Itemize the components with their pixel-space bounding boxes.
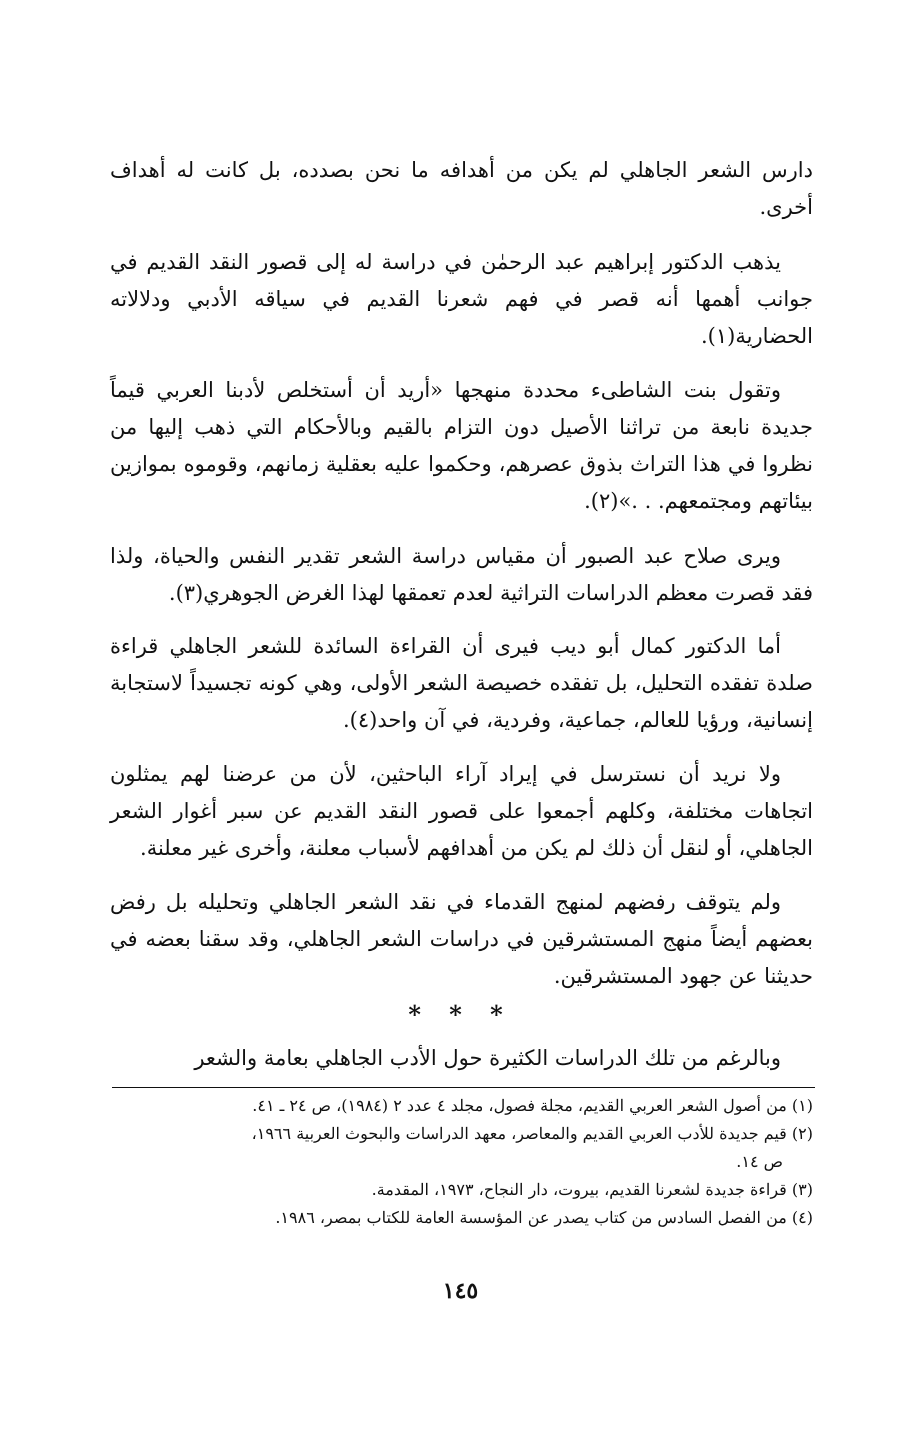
- footnote-4: (٤) من الفصل السادس من كتاب يصدر عن المؤسسة العامة للكتاب بمصر، ١٩٨٦.: [275, 1208, 813, 1227]
- footnotes: [110, 1092, 813, 1232]
- paragraph-2: يذهب الدكتور إبراهيم عبد الرحمٰن في دراسة له إلى قصور النقد القديم في جوانب أهمها أنه قصر في فهم شعرنا القديم في سياقه الأدبي ودلالاته الحضارية(١).: [110, 250, 813, 348]
- footnote-2-continuation: ص ١٤.: [736, 1152, 783, 1171]
- paragraph-8: وبالرغم من تلك الدراسات الكثيرة حول الأدب الجاهلي بعامة والشعر: [194, 1046, 781, 1070]
- paragraph-7: ولم يتوقف رفضهم لمنهج القدماء في نقد الشعر الجاهلي وتحليله بل رفض بعضهم أيضاً منهج المستشرقين في دراسات الشعر الجاهلي، وقد سقنا بعضه في حديثنا عن جهود المستشرقين.: [110, 890, 813, 988]
- paragraph-6: ولا نريد أن نسترسل في إيراد آراء الباحثين، لأن من عرضنا لهم يمثلون اتجاهات مختلفة، وكلهم أجمعوا على قصور النقد القديم عن سبر أغوار الشعر الجاهلي، أو لنقل أن ذلك لم يكن من أهدافهم لأسباب معلنة، وأخرى غير معلنة.: [110, 762, 813, 860]
- footnote-3: (٣) قراءة جديدة لشعرنا القديم، بيروت، دار النجاح، ١٩٧٣، المقدمة.: [371, 1180, 813, 1199]
- section-separator: * * *: [408, 1000, 513, 1029]
- footnote-divider: [112, 1087, 815, 1088]
- paragraph-1: دارس الشعر الجاهلي لم يكن من أهدافه ما نحن بصدده، بل كانت له أهداف أخرى.: [110, 158, 813, 219]
- paragraph-3: وتقول بنت الشاطىء محددة منهجها «أريد أن أستخلص لأدبنا العربي قيماً جديدة نابعة من تراثنا الأصيل دون التزام بالقيم وبالأحكام التي ذهب إليها من نظروا في هذا التراث بذوق عصرهم، وحكموا عليه بعقلية زمانهم، وقوموه بموازين بيئاتهم ومجتمعهم. . .»(٢).: [110, 378, 813, 513]
- paragraph-4: ويرى صلاح عبد الصبور أن مقياس دراسة الشعر تقدير النفس والحياة، ولذا فقد قصرت معظم الدراسات التراثية لعدم تعمقها لهذا الغرض الجوهري(٣).: [110, 544, 813, 605]
- page-number: ١٤٥: [442, 1278, 479, 1304]
- footnote-1: (١) من أصول الشعر العربي القديم، مجلة فصول، مجلد ٤ عدد ٢ (١٩٨٤)، ص ٢٤ ـ ٤١.: [252, 1096, 813, 1115]
- paragraph-5: أما الدكتور كمال أبو ديب فيرى أن القراءة السائدة للشعر الجاهلي قراءة صلدة تفقده التحليل، بل تفقده خصيصة الشعر الأولى، وهي كونه تجسيداً لاستجابة إنسانية، ورؤيا للعالم، جماعية، وفردية، في آن واحد(٤).: [110, 634, 813, 732]
- footnote-2: (٢) قيم جديدة للأدب العربي القديم والمعاصر، معهد الدراسات والبحوث العربية ١٩٦٦،: [251, 1124, 813, 1143]
